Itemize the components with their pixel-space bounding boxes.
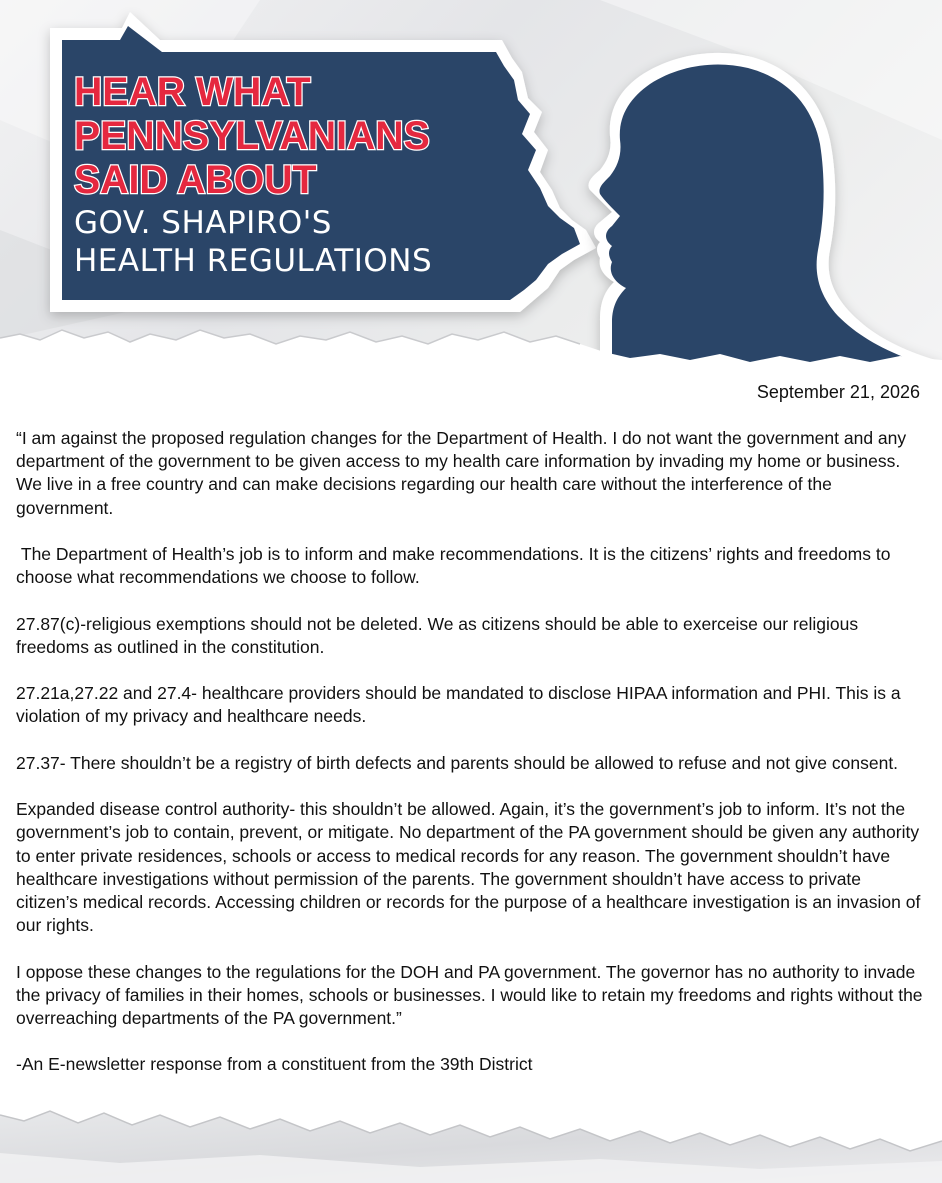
paragraph-1: “I am against the proposed regulation changes for the Department of Health. I do not want the government and any department of the government to be given access to my health care information by invading my home or business. We live in a free country and can make decisions regarding our health care without the interference of the government. [16,428,907,518]
paragraph-4: 27.21a,27.22 and 27.4- healthcare providers should be mandated to disclose HIPAA information and PHI. This is a violation of my privacy and healthcare needs. [16,683,901,727]
paragraph-5: 27.37- There shouldn’t be a registry of birth defects and parents should be allowed to refuse and not give consent. [16,752,899,773]
document-date: September 21, 2026 [756,382,920,402]
paragraph-2: The Department of Health’s job is to inform and make recommendations. It is the citizens’ rights and freedoms to choose what recommendations we choose to follow. [16,544,896,588]
headline-line-4: GOV. SHAPIRO'S [74,205,332,241]
attribution: -An E-newsletter response from a constituent from the 39th District [16,1054,533,1075]
paragraph-3: 27.87(c)-religious exemptions should not be deleted. We as citizens should be able to exerceise our religious freedoms as outlined in the constitution. [16,613,859,657]
letter-body [16,427,926,1100]
headline [74,70,534,280]
headline-line-1: HEAR WHAT [74,70,311,114]
torn-paper-footer [0,1093,942,1183]
paragraph-7: I oppose these changes to the regulations for the DOH and PA government. The governor has no authority to invade the privacy of families in their homes, schools or businesses. I would like to retain my freedoms and rights without the overreaching departments of the PA government.” [16,961,923,1028]
headline-line-2: PENNSYLVANIANS [74,114,430,158]
paragraph-6: Expanded disease control authority- this shouldn’t be allowed. Again, it’s the government’s job to inform. It’s not the government’s job to contain, prevent, or mitigate. No department of the PA government should be given any authority to enter private residences, schools or access to medical records for any reason. The government shouldn’t have healthcare investigations without permission of the parents. The government shouldn’t have access to private citizen’s medical records. Accessing children or records for the purpose of a healthcare investigation is an invasion of our rights. [16,799,921,936]
header-banner [0,0,942,380]
headline-line-5: HEALTH REGULATIONS [74,243,433,279]
headline-line-3: SAID ABOUT [74,158,317,202]
